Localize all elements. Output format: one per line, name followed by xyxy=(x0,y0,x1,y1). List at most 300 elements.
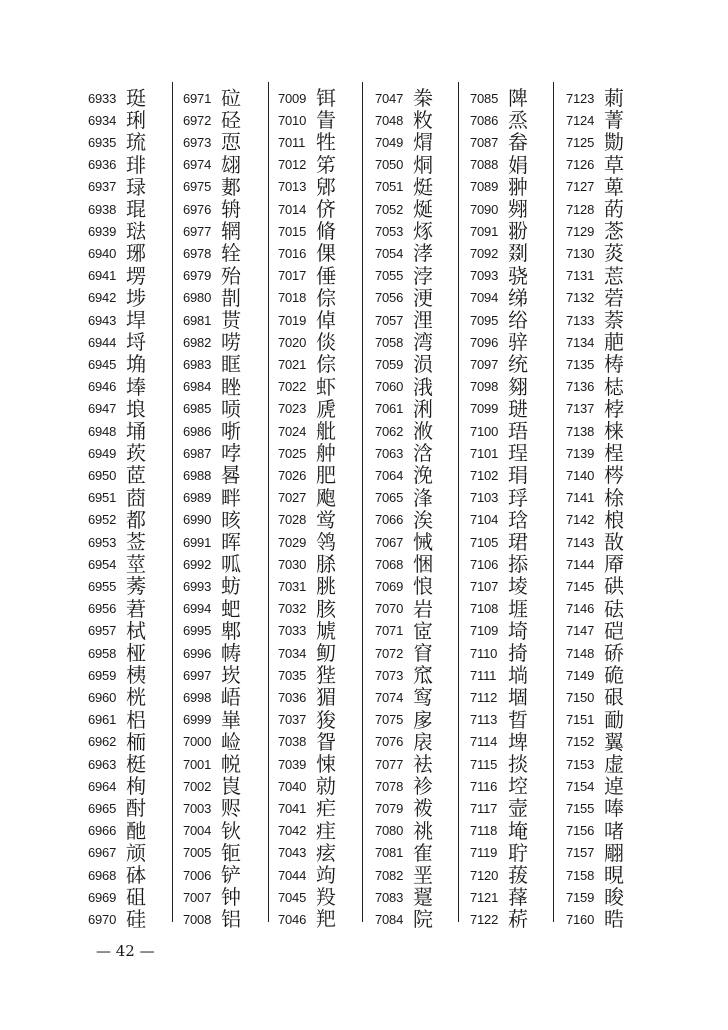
entry-character: 莔 xyxy=(126,485,146,510)
entry-character: 倮 xyxy=(316,241,336,266)
entry-row xyxy=(278,154,336,176)
entry-character: 浛 xyxy=(413,441,433,466)
entry-row xyxy=(566,620,624,642)
entry-row xyxy=(278,575,336,597)
entry-number: 7035 xyxy=(278,667,307,683)
entry-row xyxy=(566,664,624,686)
entry-character: 院 xyxy=(413,907,433,932)
entry-character: 笫 xyxy=(316,152,336,177)
entry-character: 烔 xyxy=(413,152,433,177)
entry-character: 菥 xyxy=(508,907,528,932)
entry-character: 琲 xyxy=(126,152,146,177)
entry-number: 7084 xyxy=(375,911,404,927)
entry-row xyxy=(183,686,241,708)
entry-number: 7064 xyxy=(375,467,404,483)
entry-row xyxy=(278,531,336,553)
entry-character: 晙 xyxy=(604,885,624,910)
entry-row xyxy=(375,265,433,287)
entry-row xyxy=(88,775,146,797)
entry-number: 6959 xyxy=(88,667,117,683)
entry-number: 6957 xyxy=(88,623,117,639)
entry-number: 7078 xyxy=(375,778,404,794)
entry-row xyxy=(278,686,336,708)
entry-number: 7094 xyxy=(470,290,499,306)
entry-character: 脁 xyxy=(316,574,336,599)
entry-row xyxy=(375,154,433,176)
entry-row xyxy=(375,353,433,375)
entry-row xyxy=(375,442,433,464)
entry-character: 桊 xyxy=(413,86,433,110)
entry-character: 窅 xyxy=(413,641,433,665)
entry-row xyxy=(566,864,624,886)
entry-number: 6968 xyxy=(88,867,117,883)
entry-row xyxy=(88,820,146,842)
entry-row xyxy=(470,87,528,109)
entry-character: 桠 xyxy=(126,641,146,665)
entry-row xyxy=(470,376,528,398)
entry-row xyxy=(566,487,624,509)
entry-row xyxy=(183,575,241,597)
entry-number: 7133 xyxy=(566,312,595,328)
entry-character: 蚄 xyxy=(221,574,241,599)
entry-row xyxy=(88,753,146,775)
entry-row xyxy=(183,109,241,131)
entry-row xyxy=(278,464,336,486)
entry-row xyxy=(183,842,241,864)
entry-row xyxy=(470,265,528,287)
entry-row xyxy=(375,464,433,486)
entry-character: 郳 xyxy=(316,174,336,199)
entry-row xyxy=(470,420,528,442)
entry-number: 7108 xyxy=(470,601,499,617)
entry-number: 6948 xyxy=(88,423,117,439)
entry-character: 贳 xyxy=(221,308,241,332)
entry-character: 虒 xyxy=(316,396,336,421)
entry-number: 7086 xyxy=(470,112,499,128)
entry-character: 梌 xyxy=(604,485,624,510)
entry-character: 羖 xyxy=(316,885,336,910)
entry-number: 7129 xyxy=(566,223,595,239)
entry-character: 琄 xyxy=(508,463,528,488)
entry-character: 羓 xyxy=(316,907,336,932)
entry-number: 6982 xyxy=(183,334,212,350)
entry-row xyxy=(278,87,336,109)
entry-character: 浰 xyxy=(413,396,433,421)
entry-row xyxy=(183,287,241,309)
entry-number: 7057 xyxy=(375,312,404,328)
entry-number: 7037 xyxy=(278,712,307,728)
entry-number: 7153 xyxy=(566,756,595,772)
entry-row xyxy=(375,864,433,886)
entry-character: 辋 xyxy=(221,219,241,244)
entry-number: 7106 xyxy=(470,556,499,572)
entry-number: 7047 xyxy=(375,90,404,106)
entry-character: 莣 xyxy=(604,263,624,288)
entry-character: 眚 xyxy=(316,108,336,133)
entry-number: 6961 xyxy=(88,712,117,728)
entry-row xyxy=(183,265,241,287)
entry-character: 虾 xyxy=(316,374,336,399)
entry-character: 埗 xyxy=(126,285,146,310)
entry-character: 颃 xyxy=(126,840,146,865)
entry-row xyxy=(183,864,241,886)
entry-row xyxy=(278,109,336,131)
entry-row xyxy=(470,664,528,686)
entry-row xyxy=(278,487,336,509)
entry-character: 硅 xyxy=(126,907,146,932)
entry-row xyxy=(375,220,433,242)
entry-number: 7016 xyxy=(278,245,307,261)
entry-character: 铲 xyxy=(221,863,241,887)
entry-character: 郪 xyxy=(221,174,241,199)
entry-row xyxy=(88,664,146,686)
entry-character: 袯 xyxy=(413,796,433,821)
entry-row xyxy=(183,731,241,753)
entry-character: 疰 xyxy=(316,818,336,843)
entry-character: 琈 xyxy=(508,485,528,510)
entry-row xyxy=(183,176,241,198)
entry-row xyxy=(88,709,146,731)
entry-row xyxy=(566,753,624,775)
entry-character: 绤 xyxy=(508,308,528,332)
entry-number: 7001 xyxy=(183,756,212,772)
entry-number: 6937 xyxy=(88,179,117,195)
entry-number: 7038 xyxy=(278,734,307,750)
entry-row xyxy=(183,331,241,353)
entry-number: 7009 xyxy=(278,90,307,106)
entry-character: 哱 xyxy=(221,441,241,466)
entry-number: 6989 xyxy=(183,490,212,506)
entry-character: 桄 xyxy=(126,685,146,710)
entry-row xyxy=(88,598,146,620)
entry-character: 浭 xyxy=(413,285,433,310)
entry-number: 6973 xyxy=(183,134,212,150)
entry-row xyxy=(375,642,433,664)
entry-number: 7080 xyxy=(375,823,404,839)
entry-row xyxy=(278,842,336,864)
entry-row xyxy=(183,598,241,620)
entry-row xyxy=(183,908,241,930)
entry-character: 烻 xyxy=(413,197,433,221)
entry-row xyxy=(470,797,528,819)
entry-number: 6962 xyxy=(88,734,117,750)
entry-number: 7063 xyxy=(375,445,404,461)
entry-row xyxy=(470,176,528,198)
entry-number: 6963 xyxy=(88,756,117,772)
entry-character: 萆 xyxy=(604,174,624,199)
entry-row xyxy=(183,398,241,420)
entry-row xyxy=(183,886,241,908)
entry-row xyxy=(470,131,528,153)
entry-number: 7141 xyxy=(566,490,595,506)
entry-number: 7033 xyxy=(278,623,307,639)
entry-character: 莖 xyxy=(126,552,146,577)
entry-number: 7150 xyxy=(566,689,595,705)
entry-number: 6994 xyxy=(183,601,212,617)
entry-character: 晐 xyxy=(221,507,241,532)
entry-number: 7120 xyxy=(470,867,499,883)
entry-number: 7049 xyxy=(375,134,404,150)
entry-row xyxy=(566,886,624,908)
entry-number: 7140 xyxy=(566,467,595,483)
entry-character: 梣 xyxy=(604,463,624,488)
entry-number: 6953 xyxy=(88,534,117,550)
entry-character: 硔 xyxy=(604,574,624,599)
entry-row xyxy=(278,287,336,309)
entry-row xyxy=(566,686,624,708)
entry-character: 浼 xyxy=(413,463,433,488)
entry-character: 琀 xyxy=(508,507,528,532)
entry-character: 崁 xyxy=(221,663,241,688)
entry-number: 6954 xyxy=(88,556,117,572)
entry-character: 唪 xyxy=(604,796,624,821)
entry-character: 袪 xyxy=(413,752,433,776)
entry-character: 琺 xyxy=(126,219,146,244)
entry-character: 鱽 xyxy=(316,641,336,665)
entry-number: 7155 xyxy=(566,800,595,816)
entry-row xyxy=(566,908,624,930)
entry-character: 湾 xyxy=(413,330,433,355)
entry-row xyxy=(278,775,336,797)
entry-character: 祧 xyxy=(413,818,433,843)
entry-character: 埪 xyxy=(508,774,528,799)
entry-character: 菂 xyxy=(604,197,624,221)
entry-character: 胲 xyxy=(316,596,336,621)
entry-character: 唝 xyxy=(221,396,241,421)
entry-row xyxy=(566,598,624,620)
entry-number: 7055 xyxy=(375,268,404,284)
entry-row xyxy=(375,820,433,842)
entry-row xyxy=(278,509,336,531)
entry-character: 舭 xyxy=(316,419,336,443)
entry-row xyxy=(375,131,433,153)
entry-number: 7114 xyxy=(470,734,498,750)
entry-number: 7017 xyxy=(278,268,307,284)
entry-number: 7116 xyxy=(470,778,498,794)
entry-number: 7056 xyxy=(375,290,404,306)
entry-row xyxy=(375,198,433,220)
entry-character: 菼 xyxy=(604,241,624,266)
entry-row xyxy=(278,198,336,220)
entry-number: 6986 xyxy=(183,423,212,439)
entry-row xyxy=(183,376,241,398)
entry-number: 7105 xyxy=(470,534,499,550)
entry-row xyxy=(375,487,433,509)
entry-row xyxy=(88,686,146,708)
entry-row xyxy=(278,642,336,664)
entry-character: 茝 xyxy=(126,463,146,488)
entry-row xyxy=(278,864,336,886)
entry-row xyxy=(375,686,433,708)
entry-character: 钬 xyxy=(221,818,241,843)
entry-number: 6976 xyxy=(183,201,212,217)
entry-number: 7045 xyxy=(278,889,307,905)
entry-row xyxy=(566,398,624,420)
entry-character: 敔 xyxy=(604,530,624,554)
entry-row xyxy=(470,487,528,509)
entry-row xyxy=(88,398,146,420)
entry-character: 浲 xyxy=(413,485,433,510)
entry-character: 眶 xyxy=(221,352,241,377)
entry-number: 7121 xyxy=(470,889,499,905)
entry-row xyxy=(566,154,624,176)
entry-number: 7087 xyxy=(470,134,499,150)
column-divider xyxy=(458,82,459,922)
entry-character: 酎 xyxy=(126,796,146,821)
entry-number: 7015 xyxy=(278,223,307,239)
entry-row xyxy=(566,109,624,131)
entry-row xyxy=(88,176,146,198)
entry-character: 鸴 xyxy=(316,507,336,532)
entry-number: 7127 xyxy=(566,179,595,195)
entry-character: 梾 xyxy=(604,419,624,443)
entry-number: 7081 xyxy=(375,845,404,861)
entry-row xyxy=(470,287,528,309)
entry-character: 萚 xyxy=(508,885,528,910)
entry-character: 琨 xyxy=(126,197,146,221)
entry-row xyxy=(470,154,528,176)
entry-number: 7042 xyxy=(278,823,307,839)
entry-number: 7003 xyxy=(183,800,212,816)
entry-row xyxy=(375,620,433,642)
entry-number: 7143 xyxy=(566,534,595,550)
entry-character: 骍 xyxy=(508,330,528,355)
entry-row xyxy=(183,775,241,797)
entry-character: 悚 xyxy=(316,752,336,776)
entry-number: 7048 xyxy=(375,112,404,128)
entry-number: 7041 xyxy=(278,800,307,816)
entry-number: 7131 xyxy=(566,268,595,284)
page-number: — 42 — xyxy=(96,942,155,960)
entry-number: 7096 xyxy=(470,334,499,350)
entry-character: 翀 xyxy=(508,174,528,199)
entry-row xyxy=(566,842,624,864)
entry-number: 7151 xyxy=(566,712,595,728)
entry-character: 涢 xyxy=(413,352,433,377)
entry-character: 痃 xyxy=(316,840,336,865)
entry-character: 虓 xyxy=(316,618,336,643)
entry-number: 7039 xyxy=(278,756,307,772)
entry-character: 桋 xyxy=(126,663,146,688)
entry-character: 埆 xyxy=(126,352,146,377)
entry-row xyxy=(183,198,241,220)
entry-row xyxy=(470,242,528,264)
entry-character: 垾 xyxy=(126,308,146,332)
entry-number: 7043 xyxy=(278,845,307,861)
entry-character: 崄 xyxy=(221,729,241,754)
entry-character: 壸 xyxy=(508,796,528,821)
entry-row xyxy=(278,908,336,930)
entry-number: 6935 xyxy=(88,134,117,150)
entry-character: 恧 xyxy=(221,130,241,155)
entry-number: 7028 xyxy=(278,512,307,528)
entry-row xyxy=(88,265,146,287)
entry-number: 7145 xyxy=(566,578,595,594)
entry-character: 萉 xyxy=(604,330,624,355)
entry-row xyxy=(470,709,528,731)
entry-character: 睉 xyxy=(221,374,241,399)
entry-number: 6991 xyxy=(183,534,212,550)
entry-character: 悃 xyxy=(413,552,433,577)
entry-number: 6958 xyxy=(88,645,117,661)
entry-row xyxy=(566,176,624,198)
entry-number: 7125 xyxy=(566,134,595,150)
entry-number: 7032 xyxy=(278,601,307,617)
entry-number: 6933 xyxy=(88,90,117,106)
entry-character: 剒 xyxy=(221,285,241,310)
entry-row xyxy=(470,464,528,486)
entry-character: 晧 xyxy=(604,907,624,932)
entry-character: 啫 xyxy=(604,818,624,843)
entry-number: 6972 xyxy=(183,112,212,128)
entry-number: 7075 xyxy=(375,712,404,728)
entry-number: 6980 xyxy=(183,290,212,306)
entry-character: 辀 xyxy=(221,197,241,221)
entry-row xyxy=(470,642,528,664)
entry-number: 6943 xyxy=(88,312,117,328)
entry-row xyxy=(183,353,241,375)
entry-character: 聍 xyxy=(508,840,528,865)
entry-row xyxy=(566,509,624,531)
entry-character: 琊 xyxy=(126,241,146,266)
entry-character: 舯 xyxy=(316,441,336,466)
entry-character: 硁 xyxy=(221,108,241,133)
entry-character: 骁 xyxy=(508,263,528,288)
entry-character: 畔 xyxy=(221,485,241,510)
entry-row xyxy=(278,265,336,287)
entry-number: 7159 xyxy=(566,889,595,905)
entry-character: 竘 xyxy=(316,863,336,887)
entry-row xyxy=(88,575,146,597)
entry-row xyxy=(88,442,146,464)
entry-number: 7102 xyxy=(470,467,499,483)
entry-row xyxy=(375,287,433,309)
entry-character: 袗 xyxy=(413,774,433,799)
entry-character: 勚 xyxy=(604,130,624,155)
entry-number: 6944 xyxy=(88,334,117,350)
entry-row xyxy=(375,87,433,109)
entry-number: 7052 xyxy=(375,201,404,217)
entry-character: 硊 xyxy=(604,663,624,688)
entry-row xyxy=(88,620,146,642)
entry-row xyxy=(88,420,146,442)
entry-number: 6936 xyxy=(88,157,117,173)
entry-number: 7065 xyxy=(375,490,404,506)
entry-character: 菝 xyxy=(508,863,528,887)
entry-number: 7160 xyxy=(566,911,595,927)
entry-row xyxy=(375,753,433,775)
entry-number: 6964 xyxy=(88,778,117,794)
entry-number: 6996 xyxy=(183,645,212,661)
entry-number: 7010 xyxy=(278,112,307,128)
entry-number: 6985 xyxy=(183,401,212,417)
entry-character: 赆 xyxy=(221,796,241,821)
entry-row xyxy=(470,842,528,864)
entry-row xyxy=(183,642,241,664)
entry-number: 7144 xyxy=(566,556,595,572)
entry-number: 6945 xyxy=(88,356,117,372)
entry-row xyxy=(470,220,528,242)
entry-row xyxy=(278,220,336,242)
entry-character: 塄 xyxy=(126,263,146,288)
entry-row xyxy=(278,598,336,620)
entry-row xyxy=(278,553,336,575)
entry-number: 6940 xyxy=(88,245,117,261)
entry-number: 7000 xyxy=(183,734,212,750)
entry-number: 7100 xyxy=(470,423,499,439)
entry-character: 埲 xyxy=(126,374,146,399)
entry-number: 7124 xyxy=(566,112,595,128)
